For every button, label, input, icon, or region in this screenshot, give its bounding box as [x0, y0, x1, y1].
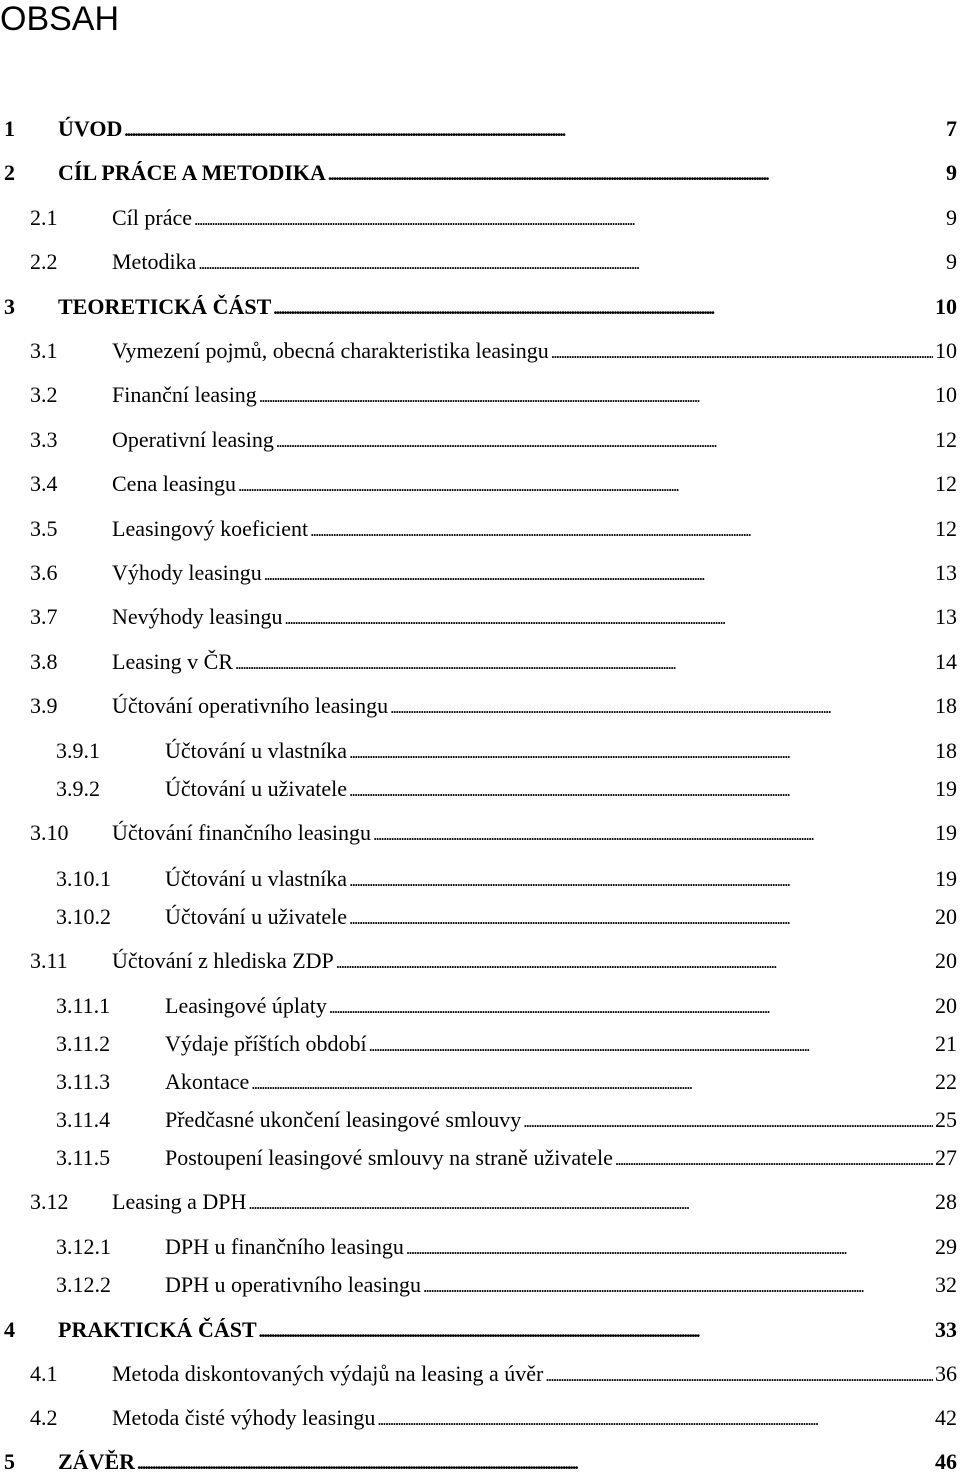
toc-entry[interactable] [0, 382, 960, 410]
toc-entry-number: 4.1 [30, 1361, 58, 1386]
toc-dot-leader [545, 1361, 933, 1389]
toc-entry-page: 9 [946, 205, 957, 230]
toc-dot-leader [523, 1107, 933, 1135]
toc-entry-title: Leasingový koeficient [112, 516, 309, 541]
toc-entry[interactable] [0, 1449, 960, 1477]
toc-entry-title: Účtování operativního leasingu [112, 693, 389, 718]
toc-entry-number: 2.2 [30, 249, 58, 274]
toc-dot-leader [137, 1449, 933, 1477]
toc-dot-leader [273, 294, 933, 322]
toc-entry-page: 9 [946, 249, 957, 274]
toc-dot-leader [377, 1405, 933, 1433]
toc-entry-page: 10 [935, 338, 957, 363]
toc-entry-title: Leasingové úplaty [165, 993, 327, 1018]
toc-entry-number: 3.10.1 [56, 866, 111, 891]
toc-entry-number: 3.8 [30, 649, 58, 674]
toc-entry-title: Vymezení pojmů, obecná charakteristika leasingu [112, 338, 549, 363]
toc-entry-number: 3.7 [30, 604, 58, 629]
toc-entry[interactable] [0, 338, 960, 366]
toc-dot-leader [615, 1145, 933, 1173]
toc-entry[interactable] [0, 160, 960, 188]
toc-entry-page: 36 [935, 1361, 957, 1386]
toc-entry-page: 20 [935, 993, 957, 1018]
toc-entry-title: Metodika [112, 249, 197, 274]
toc-entry-title: Leasing a DPH [112, 1189, 247, 1214]
toc-entry-page: 7 [946, 116, 957, 141]
toc-entry-title: Předčasné ukončení leasingové smlouvy [165, 1107, 522, 1132]
toc-entry-number: 3.12.1 [56, 1234, 111, 1259]
toc-entry-title: Účtování u uživatele [165, 904, 348, 929]
toc-entry[interactable] [0, 993, 960, 1021]
toc-dot-leader [310, 516, 933, 544]
toc-entry-title: Leasing v ČR [112, 649, 233, 674]
toc-entry-title: Finanční leasing [112, 382, 257, 407]
toc-entry-page: 21 [935, 1031, 957, 1056]
toc-entry-number: 3.10 [30, 820, 69, 845]
toc-entry-number: 3.5 [30, 516, 58, 541]
toc-entry-page: 12 [935, 471, 957, 496]
toc-entry-page: 18 [935, 738, 957, 763]
toc-dot-leader [251, 1069, 933, 1097]
toc-entry-title: Operativní leasing [112, 427, 274, 452]
toc-entry[interactable] [0, 471, 960, 499]
toc-entry-number: 2 [4, 160, 15, 185]
toc-dot-leader [238, 471, 933, 499]
toc-entry[interactable] [0, 776, 960, 804]
toc-entry[interactable] [0, 1031, 960, 1059]
toc-entry-page: 12 [935, 516, 957, 541]
toc-entry[interactable] [0, 1145, 960, 1173]
toc-entry-title: ÚVOD [58, 116, 123, 141]
page-title: OBSAH [0, 0, 120, 38]
toc-entry-title: Akontace [165, 1069, 250, 1094]
toc-entry-title: Postoupení leasingové smlouvy na straně uživatele [165, 1145, 613, 1170]
toc-entry-number: 3.11.1 [56, 993, 111, 1018]
toc-entry[interactable] [0, 1361, 960, 1389]
toc-entry-page: 29 [935, 1234, 957, 1259]
toc-entry-page: 19 [935, 776, 957, 801]
toc-entry-title: Metoda diskontovaných výdajů na leasing a úvěr [112, 1361, 544, 1386]
toc-dot-leader [369, 1031, 933, 1059]
toc-entry[interactable] [0, 1272, 960, 1300]
toc-entry-number: 3.11.3 [56, 1069, 111, 1094]
toc-entry-number: 3.9.2 [56, 776, 100, 801]
toc-dot-leader [329, 993, 933, 1021]
toc-entry-title: Účtování u uživatele [165, 776, 348, 801]
toc-entry[interactable] [0, 866, 960, 894]
toc-entry[interactable] [0, 1189, 960, 1217]
toc-entry-page: 25 [935, 1107, 957, 1132]
toc-entry-number: 3.3 [30, 427, 58, 452]
toc-entry-title: Cena leasingu [112, 471, 237, 496]
toc-entry[interactable] [0, 1107, 960, 1135]
toc-dot-leader [264, 560, 933, 588]
toc-entry-title: Výhody leasingu [112, 560, 262, 585]
toc-entry-page: 33 [935, 1317, 957, 1342]
toc-dot-leader [124, 116, 944, 144]
toc-entry-number: 5 [4, 1449, 15, 1474]
toc-entry-title: Účtování z hlediska ZDP [112, 948, 334, 973]
toc-entry-title: Výdaje příštích období [165, 1031, 367, 1056]
toc-entry[interactable] [0, 1317, 960, 1345]
toc-entry-page: 19 [935, 866, 957, 891]
toc-dot-leader [373, 820, 933, 848]
toc-dot-leader [349, 738, 933, 766]
toc-entry-title: Účtování u vlastníka [165, 866, 348, 891]
toc-entry-page: 19 [935, 820, 957, 845]
toc-entry-title: TEORETICKÁ ČÁST [58, 294, 272, 319]
toc-entry[interactable] [0, 738, 960, 766]
toc-dot-leader [284, 604, 933, 632]
toc-dot-leader [276, 427, 933, 455]
toc-entry-page: 10 [935, 382, 957, 407]
toc-entry[interactable] [0, 560, 960, 588]
toc-entry-number: 3.1 [30, 338, 58, 363]
toc-entry[interactable] [0, 604, 960, 632]
toc-dot-leader [349, 904, 933, 932]
toc-entry-page: 20 [935, 948, 957, 973]
toc-entry-number: 3.12.2 [56, 1272, 111, 1297]
toc-entry[interactable] [0, 1069, 960, 1097]
toc-entry-number: 3.2 [30, 382, 58, 407]
toc-entry-number: 1 [4, 116, 15, 141]
toc-dot-leader [423, 1272, 933, 1300]
toc-entry-page: 32 [935, 1272, 957, 1297]
toc-entry[interactable] [0, 427, 960, 455]
toc-entry-title: PRAKTICKÁ ČÁST [58, 1317, 257, 1342]
toc-entry-title: DPH u finančního leasingu [165, 1234, 404, 1259]
toc-entry[interactable] [0, 516, 960, 544]
toc-entry-page: 13 [935, 560, 957, 585]
toc-entry-page: 22 [935, 1069, 957, 1094]
toc-entry-title: CÍL PRÁCE A METODIKA [58, 160, 326, 185]
toc-entry-page: 18 [935, 693, 957, 718]
toc-entry-number: 3 [4, 294, 15, 319]
toc-entry-title: Cíl práce [112, 205, 193, 230]
toc-dot-leader [194, 205, 944, 233]
toc-entry-number: 3.9 [30, 693, 58, 718]
toc-entry-page: 14 [935, 649, 957, 674]
toc-dot-leader [406, 1234, 933, 1262]
toc-dot-leader [259, 1317, 933, 1345]
toc-entry[interactable] [0, 1234, 960, 1262]
toc-entry[interactable] [0, 249, 960, 277]
toc-entry[interactable] [0, 205, 960, 233]
toc-dot-leader [248, 1189, 933, 1217]
toc-entry[interactable] [0, 294, 960, 322]
toc-entry-number: 4.2 [30, 1405, 58, 1430]
toc-entry-number: 3.11.2 [56, 1031, 111, 1056]
toc-entry-number: 2.1 [30, 205, 58, 230]
toc-entry-page: 27 [935, 1145, 957, 1170]
toc-entry[interactable] [0, 116, 960, 144]
toc-dot-leader [349, 776, 933, 804]
toc-entry-title: Účtování finančního leasingu [112, 820, 372, 845]
toc-entry-number: 4 [4, 1317, 15, 1342]
toc-dot-leader [390, 693, 933, 721]
toc-entry-number: 3.12 [30, 1189, 69, 1214]
toc-entry-number: 3.6 [30, 560, 58, 585]
toc-entry-title: Metoda čisté výhody leasingu [112, 1405, 376, 1430]
toc-dot-leader [328, 160, 944, 188]
toc-entry-title: Nevýhody leasingu [112, 604, 283, 629]
toc-dot-leader [349, 866, 933, 894]
toc-entry[interactable] [0, 1405, 960, 1433]
toc-dot-leader [551, 338, 933, 366]
toc-entry[interactable] [0, 948, 960, 976]
toc-entry[interactable] [0, 649, 960, 677]
toc-entry[interactable] [0, 904, 960, 932]
toc-entry-page: 13 [935, 604, 957, 629]
toc-entry-page: 12 [935, 427, 957, 452]
toc-entry-title: DPH u operativního leasingu [165, 1272, 422, 1297]
toc-dot-leader [259, 382, 933, 410]
toc-entry-title: Účtování u vlastníka [165, 738, 348, 763]
toc-entry-page: 28 [935, 1189, 957, 1214]
toc-entry-page: 46 [935, 1449, 957, 1474]
toc-entry-number: 3.9.1 [56, 738, 100, 763]
toc-entry-number: 3.10.2 [56, 904, 111, 929]
toc-entry-number: 3.11 [30, 948, 68, 973]
toc-entry-number: 3.11.5 [56, 1145, 111, 1170]
toc-dot-leader [235, 649, 933, 677]
toc-entry[interactable] [0, 693, 960, 721]
toc-entry-page: 42 [935, 1405, 957, 1430]
toc-entry-number: 3.4 [30, 471, 58, 496]
toc-entry-page: 10 [935, 294, 957, 319]
toc-entry-title: ZÁVĚR [58, 1449, 136, 1474]
toc-entry-page: 20 [935, 904, 957, 929]
toc-entry-number: 3.11.4 [56, 1107, 111, 1132]
toc-entry[interactable] [0, 820, 960, 848]
toc-dot-leader [336, 948, 933, 976]
toc-entry-page: 9 [946, 160, 957, 185]
toc-dot-leader [198, 249, 944, 277]
